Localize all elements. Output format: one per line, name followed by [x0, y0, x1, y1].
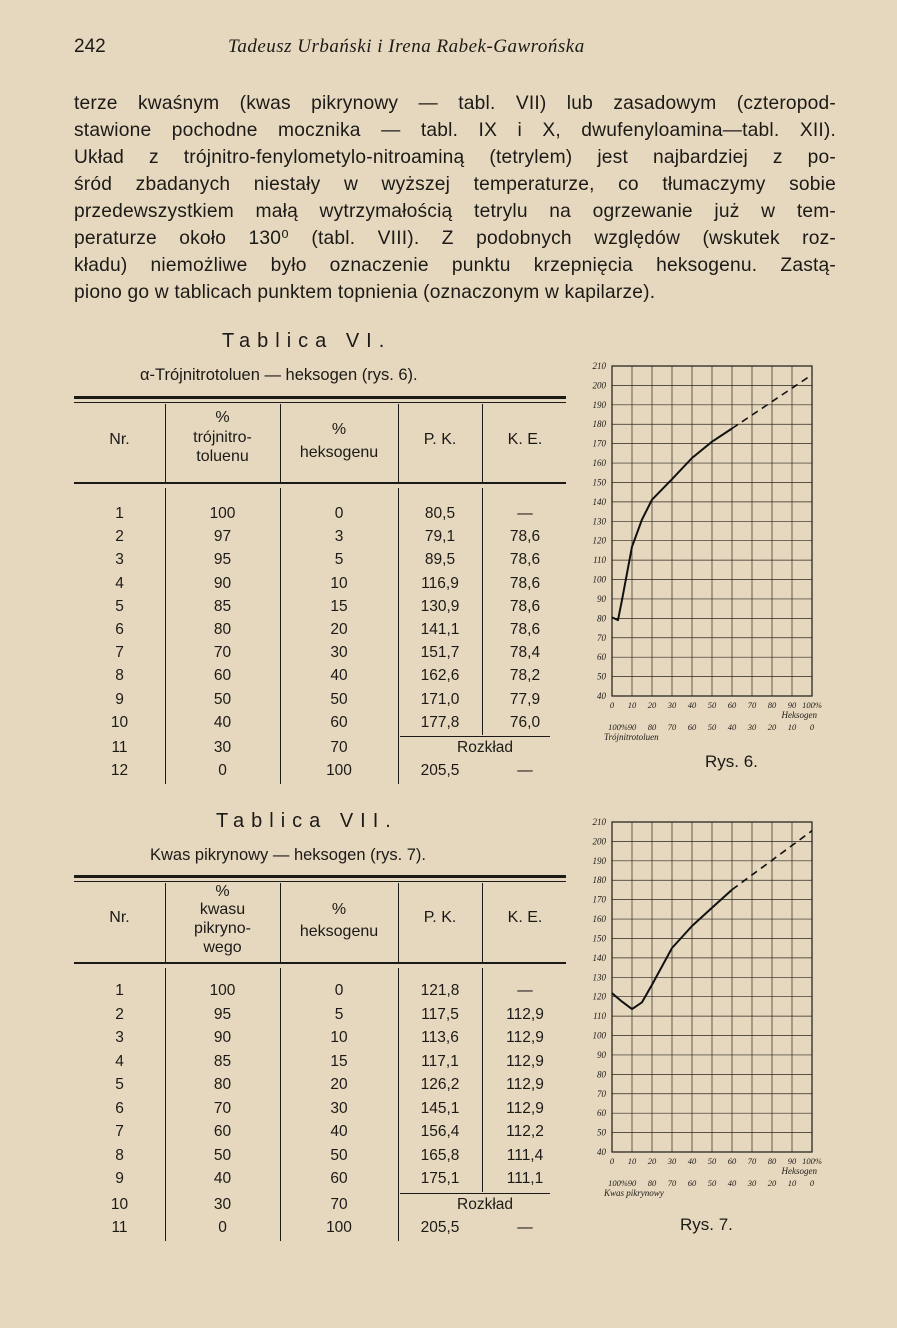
y-tick-label: 110: [593, 1011, 606, 1022]
paragraph-line: stawione pochodne mocznika — tabl. IX i X, dwufenyloamina—tabl. XII).: [74, 120, 836, 141]
y-tick-label: 210: [592, 361, 606, 371]
figure-6-caption: Rys. 6.: [705, 752, 758, 771]
table-cell: 121,8: [420, 982, 460, 999]
y-tick-label: 150: [592, 477, 606, 488]
table-header-col3: heksogenu: [299, 444, 379, 461]
table-cell: 2: [115, 528, 124, 546]
table-cell: 10: [330, 574, 348, 592]
table-cell: 11: [111, 739, 128, 756]
table-cell: 80,5: [424, 505, 456, 522]
table-cell: 117,5: [421, 1005, 459, 1023]
table-cell: 95: [213, 551, 232, 569]
table-header-pk: P. K.: [423, 431, 457, 448]
x-tick-label-bottom: 90: [627, 722, 637, 732]
table-header-col2: toluenu: [196, 448, 249, 465]
table-cell: 10: [110, 1195, 129, 1213]
table-cell: 70: [330, 739, 348, 756]
table-header-percent: %: [215, 883, 230, 900]
table-header-ke: K. E.: [507, 909, 543, 926]
x-tick-label-top: 80: [767, 700, 777, 710]
table-cell: 30: [330, 644, 348, 662]
x-tick-label-top: 20: [647, 700, 657, 710]
table-cell: 162,6: [420, 667, 460, 685]
x-tick-label-top: 60: [727, 1156, 737, 1166]
table-cell: 6: [115, 1099, 124, 1117]
x-tick-label-top: 70: [747, 1156, 757, 1166]
table-cell: 15: [330, 1052, 348, 1070]
table-cell: 156,4: [420, 1123, 460, 1140]
table-cell: 3: [334, 528, 344, 546]
x-tick-label-top: 20: [647, 1156, 657, 1166]
paragraph-line: przedewszystkiem małą wytrzymałością tetrylu na ogrzewanie już w tem-: [74, 201, 836, 222]
table-cell: 145,1: [420, 1099, 460, 1117]
table-header-nr: Nr.: [109, 431, 130, 448]
table-cell: 90: [213, 1029, 232, 1046]
x-axis-label-bottom: Kwas pikrynowy: [604, 1188, 664, 1198]
table-cell: 15: [330, 597, 348, 615]
table-cell: 0: [218, 1219, 227, 1236]
y-tick-label: 40: [597, 1147, 606, 1157]
table-cell: 8: [115, 1146, 124, 1164]
table-cell: 100: [209, 505, 236, 522]
table-cell: 40: [330, 1123, 348, 1140]
x-tick-label-bottom: 40: [727, 1178, 737, 1188]
table-cell: 205,5: [420, 1219, 460, 1236]
table-cell: 40: [213, 713, 232, 731]
x-tick-label-bottom: 10: [787, 1178, 797, 1188]
table-cell: —: [517, 505, 533, 522]
table6-title: Tablica VI.: [222, 330, 392, 352]
table-header-col2: wego: [203, 939, 242, 956]
table-cell: 70: [330, 1195, 348, 1213]
paragraph-line: terze kwaśnym (kwas pikrynowy — tabl. VII) lub zasadowym (czteropod-: [74, 93, 836, 114]
table-underline: [400, 1193, 550, 1194]
table-header-percent: %: [215, 409, 230, 426]
x-tick-label-bottom: 40: [727, 722, 737, 732]
x-tick-label-bottom: 50: [707, 722, 717, 732]
table-top-rule: [74, 402, 566, 403]
figure-rys-6: [572, 352, 862, 772]
table-cell: 5: [115, 597, 124, 615]
paragraph-line: peraturze około 130⁰ (tabl. VIII). Z podobnych względów (wskutek roz-: [74, 228, 836, 249]
x-tick-label-bottom: 70: [667, 722, 677, 732]
x-axis-label-bottom: Trójnitrotoluen: [604, 732, 659, 742]
table-cell: 8: [115, 667, 124, 685]
table-cell: 50: [213, 1146, 232, 1164]
table-cell: 6: [115, 621, 124, 638]
y-tick-label: 170: [592, 894, 606, 905]
table-cell: 78,4: [509, 644, 541, 662]
x-tick-label-top: 0: [609, 700, 615, 710]
table-cell: 40: [330, 667, 348, 685]
x-tick-label-bottom: 100%: [608, 1178, 628, 1188]
x-tick-label-bottom: 80: [647, 722, 657, 732]
table-cell: 5: [334, 551, 344, 569]
table-header-nr: Nr.: [109, 909, 130, 926]
table-header-pk: P. K.: [423, 909, 457, 926]
table-cell: 130,9: [420, 597, 460, 615]
y-tick-label: 200: [592, 380, 606, 391]
table-cell: —: [517, 762, 533, 780]
x-tick-label-bottom: 0: [809, 722, 815, 732]
x-tick-label-bottom: 50: [707, 1178, 717, 1188]
x-tick-label-bottom: 80: [647, 1178, 657, 1188]
table-cell: —: [517, 982, 533, 999]
table7-title: Tablica VII.: [216, 810, 398, 832]
table-rozklad: Rozkład: [457, 1195, 513, 1213]
x-tick-label-bottom: 60: [687, 1178, 697, 1188]
y-tick-label: 140: [592, 496, 606, 507]
y-tick-label: 150: [592, 933, 606, 944]
paragraph-line: kładu) niemożliwe było oznaczenie punktu krzepnięcia heksogenu. Zastą-: [74, 255, 836, 276]
table-cell: 20: [330, 1076, 348, 1093]
table-cell: 77,9: [509, 690, 541, 708]
y-tick-label: 200: [592, 836, 606, 847]
table-cell: 177,8: [420, 713, 460, 731]
table-cell: 60: [330, 1170, 348, 1187]
table-cell: 90: [213, 574, 232, 592]
x-tick-label-bottom: 30: [747, 1178, 757, 1188]
table-cell: 171,0: [420, 690, 460, 708]
x-tick-label-top: 10: [627, 700, 637, 710]
table-cell: 30: [330, 1099, 348, 1117]
y-tick-label: 100: [592, 574, 606, 585]
table-cell: 50: [330, 1146, 348, 1164]
table-header-col3: heksogenu: [299, 923, 379, 940]
y-tick-label: 120: [592, 991, 606, 1002]
table-cell: 141,1: [420, 621, 460, 638]
y-tick-label: 40: [597, 691, 606, 701]
table-cell: 3: [115, 551, 124, 569]
table-cell: 78,6: [509, 528, 541, 546]
table-cell: 79,1: [424, 528, 456, 546]
y-tick-label: 60: [597, 1108, 606, 1119]
table-cell: 10: [330, 1029, 348, 1046]
table-cell: 3: [115, 1029, 124, 1046]
page-number: 242: [74, 36, 106, 57]
table-underline: [400, 736, 550, 737]
y-tick-label: 130: [592, 972, 606, 983]
x-tick-label-top: 0: [609, 1156, 615, 1166]
table-header-rule: [74, 962, 566, 964]
table-header-rule: [74, 482, 566, 484]
table-cell: 9: [115, 690, 124, 708]
x-tick-label-bottom: 70: [667, 1178, 677, 1188]
table-cell: 85: [213, 1052, 232, 1070]
table-cell: 11: [111, 1219, 128, 1236]
y-tick-label: 50: [597, 1127, 606, 1138]
table-cell: 112,9: [506, 1076, 544, 1093]
table-cell: 205,5: [420, 762, 460, 780]
table-cell: —: [517, 1219, 533, 1236]
table-cell: 7: [115, 644, 124, 662]
x-tick-label-bottom: 0: [809, 1178, 815, 1188]
table-top-rule: [74, 881, 566, 882]
table-cell: 100: [326, 762, 352, 780]
body-paragraph: [74, 90, 836, 306]
paragraph-line: Układ z trójnitro-fenylometylo-nitroaminą (tetrylem) jest najbardziej z po-: [74, 147, 836, 168]
y-tick-label: 70: [597, 1088, 606, 1099]
y-tick-label: 70: [597, 632, 606, 643]
table-cell: 126,2: [420, 1076, 460, 1093]
table-cell: 30: [213, 739, 232, 756]
table-cell: 1: [115, 505, 124, 522]
x-tick-label-top: 10: [627, 1156, 637, 1166]
y-tick-label: 130: [592, 516, 606, 527]
table-header-col2: kwasu: [199, 901, 246, 918]
table-cell: 112,9: [506, 1029, 544, 1046]
table-cell: 111,4: [506, 1146, 544, 1164]
table-cell: 78,6: [509, 551, 541, 569]
y-tick-label: 160: [592, 914, 606, 925]
x-tick-label-bottom: 60: [687, 722, 697, 732]
table-cell: 112,9: [506, 1005, 544, 1023]
table-cell: 30: [213, 1195, 232, 1213]
table-cell: 113,6: [421, 1029, 459, 1046]
table-cell: 85: [213, 597, 232, 615]
x-tick-label-top: 100%: [802, 1156, 822, 1166]
table-header-col2: trójnitro-: [193, 429, 252, 446]
y-tick-label: 180: [592, 419, 606, 430]
x-tick-label-top: 40: [687, 1156, 697, 1166]
table-cell: 70: [213, 1099, 232, 1117]
table-header-percent: %: [331, 901, 347, 918]
table-cell: 60: [213, 667, 232, 685]
x-tick-label-top: 30: [667, 1156, 677, 1166]
table-cell: 0: [334, 505, 344, 522]
y-tick-label: 170: [592, 438, 606, 449]
y-tick-label: 100: [592, 1030, 606, 1041]
table-cell: 89,5: [424, 551, 456, 569]
table-cell: 60: [213, 1123, 232, 1140]
table-header-col2: pikryno-: [194, 920, 251, 937]
x-tick-label-bottom: 100%: [608, 722, 628, 732]
figure-7-caption: Rys. 7.: [680, 1215, 733, 1234]
x-tick-label-top: 70: [747, 700, 757, 710]
x-tick-label-bottom: 30: [747, 722, 757, 732]
table-cell: 100: [326, 1219, 352, 1236]
table-cell: 50: [330, 690, 348, 708]
table-cell: 100: [209, 982, 236, 999]
table-cell: 10: [110, 713, 129, 731]
table-cell: 111,1: [506, 1170, 544, 1187]
table-cell: 70: [213, 644, 232, 662]
table-cell: 165,8: [420, 1146, 460, 1164]
table-cell: 20: [330, 621, 348, 638]
table-cell: 78,2: [509, 667, 541, 685]
table-cell: 0: [218, 762, 227, 780]
x-tick-label-bottom: 20: [767, 722, 777, 732]
x-tick-label-top: 80: [767, 1156, 777, 1166]
x-tick-label-bottom: 20: [767, 1178, 777, 1188]
table-cell: 4: [115, 574, 124, 592]
y-tick-label: 190: [592, 399, 606, 410]
table-cell: 112,9: [506, 1052, 544, 1070]
y-tick-label: 120: [592, 535, 606, 546]
table-cell: 117,1: [421, 1052, 459, 1070]
figure-rys-7: [572, 808, 862, 1228]
table-cell: 7: [115, 1123, 124, 1140]
x-tick-label-bottom: 10: [787, 722, 797, 732]
table-cell: 80: [213, 1076, 232, 1093]
y-tick-label: 90: [597, 593, 606, 604]
x-tick-label-top: 90: [787, 1156, 797, 1166]
table-cell: 40: [213, 1170, 232, 1187]
y-tick-label: 180: [592, 875, 606, 886]
y-tick-label: 80: [597, 613, 606, 624]
table-cell: 175,1: [420, 1170, 460, 1187]
table-cell: 151,7: [420, 644, 460, 662]
table-cell: 2: [115, 1005, 124, 1023]
table-cell: 116,9: [421, 574, 459, 592]
x-tick-label-top: 30: [667, 700, 677, 710]
y-tick-label: 110: [593, 555, 606, 566]
y-tick-label: 160: [592, 458, 606, 469]
table-cell: 9: [115, 1170, 124, 1187]
paragraph-line: śród zbadanych niestały w wyższej temperaturze, co tłumaczymy sobie: [74, 174, 836, 195]
table-cell: 5: [115, 1076, 124, 1093]
table-rozklad: Rozkład: [457, 739, 513, 756]
table-cell: 4: [115, 1052, 124, 1070]
table-top-rule: [74, 875, 566, 878]
table-cell: 5: [334, 1005, 344, 1023]
running-title: Tadeusz Urbański i Irena Rabek-Gawrońska: [228, 36, 585, 57]
x-tick-label-top: 90: [787, 700, 797, 710]
x-tick-label-top: 50: [707, 1156, 717, 1166]
table-header-ke: K. E.: [507, 431, 543, 448]
table-cell: 60: [330, 713, 348, 731]
table6-caption: α-Trójnitrotoluen — heksogen (rys. 6).: [140, 366, 418, 384]
x-axis-label-top: Heksogen: [781, 710, 817, 720]
x-tick-label-top: 40: [687, 700, 697, 710]
table-cell: 112,2: [506, 1123, 544, 1140]
table-cell: 50: [213, 690, 232, 708]
table-cell: 12: [110, 762, 129, 780]
y-tick-label: 90: [597, 1049, 606, 1060]
y-tick-label: 60: [597, 652, 606, 663]
table-cell: 80: [213, 621, 232, 638]
table-cell: 0: [334, 982, 344, 999]
x-tick-label-top: 100%: [802, 700, 822, 710]
table-cell: 78,6: [509, 574, 541, 592]
y-tick-label: 50: [597, 671, 606, 682]
x-axis-label-top: Heksogen: [781, 1166, 817, 1176]
table-cell: 76,0: [509, 713, 541, 731]
table-cell: 1: [115, 982, 124, 999]
y-tick-label: 80: [597, 1069, 606, 1080]
table-cell: 78,6: [509, 621, 541, 638]
x-tick-label-bottom: 90: [627, 1178, 637, 1188]
table-top-rule: [74, 396, 566, 399]
table-cell: 97: [213, 528, 232, 546]
y-tick-label: 210: [592, 817, 606, 827]
table-header-percent: %: [331, 421, 347, 438]
x-tick-label-top: 50: [707, 700, 717, 710]
table-cell: 95: [213, 1005, 232, 1023]
y-tick-label: 190: [592, 855, 606, 866]
table7-caption: Kwas pikrynowy — heksogen (rys. 7).: [150, 846, 427, 864]
table-cell: 112,9: [506, 1099, 544, 1117]
x-tick-label-top: 60: [727, 700, 737, 710]
paragraph-line: piono go w tablicach punktem topnienia (oznaczonym w kapilarze).: [74, 282, 656, 303]
table-cell: 78,6: [509, 597, 541, 615]
y-tick-label: 140: [592, 952, 606, 963]
